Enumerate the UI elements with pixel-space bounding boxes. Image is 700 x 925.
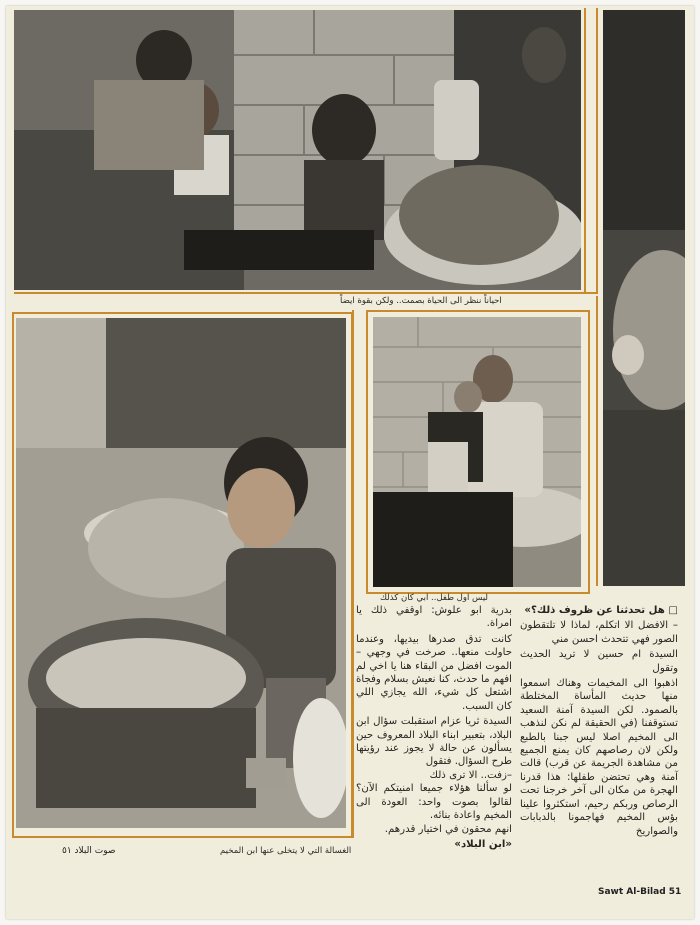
photo-right-strip: [603, 10, 685, 586]
article-paragraph: – الافضل الا اتكلم، لماذا لا تلتقطون الصور فهي تتحدث احسن مني: [520, 620, 678, 645]
article-question: □ هل تحدثنا عن ظروف ذلك؟»: [524, 605, 678, 616]
article-paragraph: لو سألنا هؤلاء جميعا امنيتكم الآن؟ لقالوا بصوت واحد: العودة الى المخيم واعادة بنائه.: [356, 783, 512, 822]
column-rule-right: [596, 296, 598, 586]
footer-page-arabic: صوت البلاد ٥١: [62, 846, 116, 856]
photo-boy-washing-image: [16, 318, 346, 828]
photo-father-child: [373, 317, 581, 587]
article-paragraph: كانت تدق صدرها بيديها، وعندما حاولت منعها.. صرخت في وجهي – الموت افضل من البقاء هنا يا اخي لم افهم ما حدث، كنا نعيش بسلام وفجاة اشتعل كل شيء، الله يجازي اللي كان السبب.: [356, 633, 512, 712]
top-photo-bottom-rule: [14, 292, 598, 294]
top-photo-right-rule: [584, 8, 586, 292]
article-paragraph: السيدة ثريا عزام استقبلت سؤال ابن البلاد، بتعبير ابناء البلاد المعروف حين يسألون عن حالة لا يجوز عند رؤيتها طرح السؤال. فتقول: [356, 716, 512, 768]
article-paragraph: –زفت.. الا ترى ذلك: [429, 769, 512, 781]
caption-father: ليس اول طفل.. ابي كان كذلك: [380, 593, 489, 603]
article-column-left: [356, 604, 512, 851]
article-column-right: [520, 604, 678, 838]
article-paragraph: بدرية ابو علوش: اوقفي ذلك يا امراة.: [356, 605, 512, 630]
photo-children-by-wall: [14, 10, 581, 290]
caption-top: احياناً ننظر الى الحياة بصمت.. ولكن بقوة ايضاً: [340, 296, 502, 306]
article-paragraph: انهم محقون في اختيار قدرهم.: [384, 823, 512, 835]
photo-children-by-wall-image: [14, 10, 581, 290]
caption-bottom: الغسالة التي لا يتخلى عنها ابن المخيم: [220, 846, 352, 856]
photo-boy-washing: [16, 318, 346, 828]
photo-right-strip-image: [603, 10, 685, 586]
top-photo-outer-rule: [596, 8, 598, 292]
article-paragraph: اذهبوا الى المخيمات وهناك اسمعوا منها حديث المأساة المختلطة بالصمود. لكن السيدة آمنة السعيد تستوقفنا (في الحقيقة لم نكن لنذهب الى المخيم اصلا ليس جبنا بالطبع ولكن لان رصاصهم كان يمنع الجميع من مشاهدة الجريمة عن قرب) قالت آمنة وهي تحتضن طفلها: هذا قدرنا الهجرة من مكان الى آخر خرجنا تحت الرصاص وربكم رحيم، استكثروا علينا بؤس المخيم فهاجمونا بالدبابات والصواريخ: [520, 678, 678, 837]
article-paragraph: السيدة ام حسين لا تريد الحديث وتقول: [520, 649, 678, 674]
column-rule-left: [352, 310, 354, 838]
footer-page-latin: Sawt Al-Bilad 51: [598, 887, 682, 897]
article-signature: «ابن البلاد»: [454, 838, 512, 850]
photo-father-child-image: [373, 317, 581, 587]
